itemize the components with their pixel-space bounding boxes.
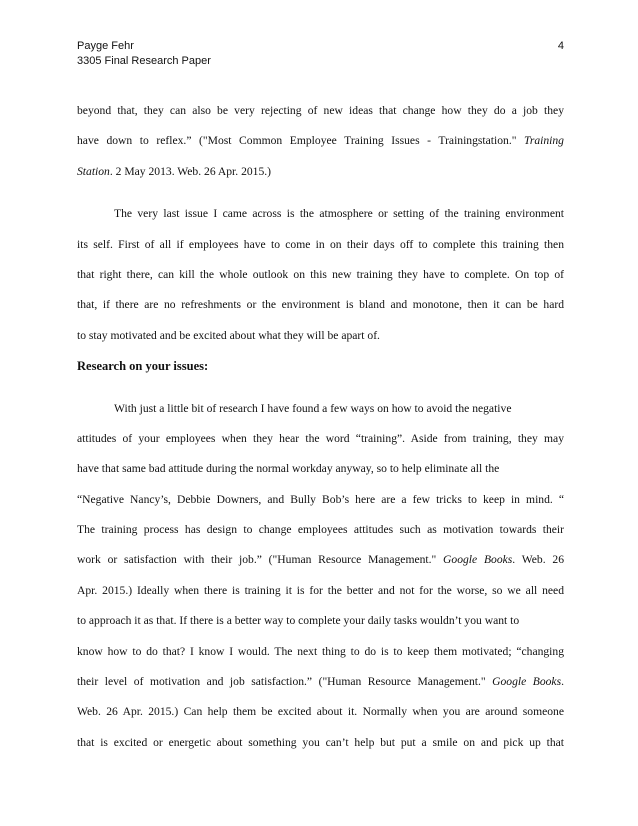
page-number: 4 bbox=[557, 40, 564, 52]
citation-text: their level of motivation and job satisfaction.” ("Human Resource Management." bbox=[77, 675, 486, 689]
paragraph-line bbox=[77, 126, 564, 156]
paragraph-line bbox=[77, 545, 564, 575]
citation-text: . Web. 26 bbox=[512, 553, 564, 567]
citation-source: Google Books bbox=[443, 553, 513, 567]
paragraph-line: have that same bad attitude during the normal workday anyway, so to help eliminate all the bbox=[77, 462, 500, 476]
citation-text: . bbox=[561, 675, 564, 689]
body-text bbox=[77, 96, 564, 758]
paragraph-line bbox=[77, 157, 564, 187]
paragraph-line: attitudes of your employees when they hear the word “training”. Aside from training, they may bbox=[77, 431, 564, 445]
paragraph-line: know how to do that? I know I would. The next thing to do is to keep them motivated; “changing bbox=[77, 644, 564, 658]
paragraph-line: that right there, can kill the whole outlook on this new training they have to complete. On top of bbox=[77, 267, 564, 281]
paragraph-line: Apr. 2015.) Ideally when there is training it is for the better and not for the worse, so we all need bbox=[77, 583, 564, 597]
citation-source: Google Books bbox=[492, 675, 562, 689]
paragraph-line: its self. First of all if employees have to come in on their days off to complete this training then bbox=[77, 237, 564, 251]
paragraph-line: “Negative Nancy’s, Debbie Downers, and Bully Bob’s here are a few tricks to keep in mind. “ bbox=[77, 492, 564, 506]
running-header bbox=[77, 39, 211, 69]
citation-text: work or satisfaction with their job.” ("Human Resource Management." bbox=[77, 553, 437, 567]
paragraph-line: The very last issue I came across is the atmosphere or setting of the training environment bbox=[114, 207, 564, 221]
paragraph-line: Web. 26 Apr. 2015.) Can help them be excited about it. Normally when you are around someone bbox=[77, 705, 564, 719]
course-title: 3305 Final Research Paper bbox=[77, 55, 211, 67]
paragraph-line: to stay motivated and be excited about what they will be apart of. bbox=[77, 328, 380, 342]
paragraph-line: to approach it as that. If there is a better way to complete your daily tasks wouldn’t you want to bbox=[77, 614, 520, 628]
paragraph-line bbox=[77, 667, 564, 697]
paragraph-line: beyond that, they can also be very rejecting of new ideas that change how they do a job they bbox=[77, 104, 564, 117]
paragraph-line: With just a little bit of research I have found a few ways on how to avoid the negative bbox=[114, 401, 512, 415]
paragraph-line: that, if there are no refreshments or the environment is bland and monotone, then it can be hard bbox=[77, 298, 564, 312]
citation-source: Training bbox=[524, 134, 564, 148]
citation-source: Station bbox=[77, 164, 110, 178]
section-heading: Research on your issues: bbox=[77, 359, 209, 374]
author-name: Payge Fehr bbox=[77, 40, 134, 52]
paragraph-line: that is excited or energetic about something you can’t help but put a smile on and pick up that bbox=[77, 735, 564, 749]
paragraph-line: The training process has design to change employees attitudes such as motivation towards their bbox=[77, 523, 564, 537]
citation-text: . 2 May 2013. Web. 26 Apr. 2015.) bbox=[109, 164, 272, 178]
citation-text: have down to reflex.” ("Most Common Employee Training Issues - Trainingstation." bbox=[77, 134, 517, 148]
